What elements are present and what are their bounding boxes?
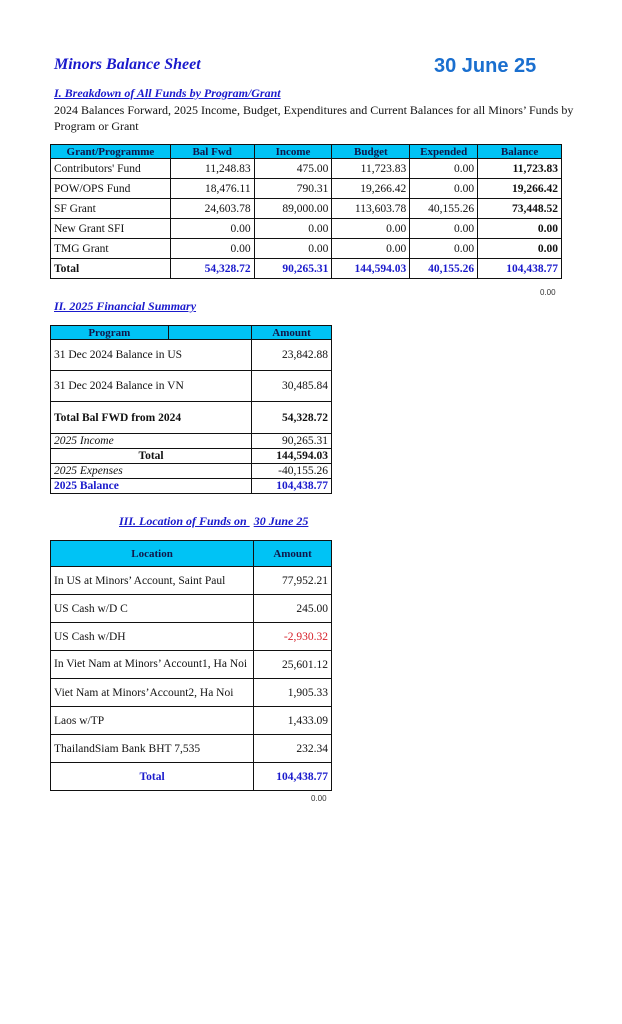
- budget: 11,723.83: [332, 159, 410, 179]
- expended: 40,155.26: [410, 199, 478, 219]
- table-row: [51, 239, 562, 259]
- section3-heading-prefix: III. Location of Funds on: [119, 514, 250, 528]
- location-name: US Cash w/DH: [51, 623, 254, 651]
- total-budget: 144,594.03: [332, 259, 410, 279]
- table-row: [51, 199, 562, 219]
- location-amount: 77,952.21: [254, 567, 332, 595]
- column-header: Expended: [410, 145, 478, 159]
- summary-label: 2025 Income: [51, 434, 252, 449]
- income: 790.31: [254, 179, 332, 199]
- summary-amount: 30,485.84: [252, 371, 332, 402]
- location-amount: -2,930.32: [254, 623, 332, 651]
- expended: 0.00: [410, 159, 478, 179]
- location-row: [51, 679, 332, 707]
- page-title: Minors Balance Sheet: [54, 56, 201, 73]
- location-row: [51, 651, 332, 679]
- budget: 0.00: [332, 239, 410, 259]
- location-row: [51, 595, 332, 623]
- section2-heading: II. 2025 Financial Summary: [54, 299, 197, 313]
- summary-amount: -40,155.26: [252, 464, 332, 479]
- location-name: Viet Nam at Minors’Account2, Ha Noi: [51, 679, 254, 707]
- location-of-funds-table: [50, 540, 332, 791]
- balance: 0.00: [478, 239, 562, 259]
- column-header: [168, 326, 252, 340]
- budget: 0.00: [332, 219, 410, 239]
- total-amount: 104,438.77: [254, 763, 332, 791]
- location-name: In Viet Nam at Minors’ Account1, Ha Noi: [51, 651, 254, 679]
- summary-amount: 144,594.03: [252, 449, 332, 464]
- funds-breakdown-table: [50, 144, 562, 279]
- summary-row: [51, 449, 332, 464]
- financial-summary-table: [50, 325, 332, 494]
- balance: 73,448.52: [478, 199, 562, 219]
- income: 89,000.00: [254, 199, 332, 219]
- location-row: [51, 707, 332, 735]
- grant-name: TMG Grant: [51, 239, 171, 259]
- summary-row: [51, 402, 332, 434]
- income: 0.00: [254, 219, 332, 239]
- summary-row: [51, 464, 332, 479]
- location-amount: 1,905.33: [254, 679, 332, 707]
- location-amount: 232.34: [254, 735, 332, 763]
- summary-row: [51, 479, 332, 494]
- grant-name: Contributors' Fund: [51, 159, 171, 179]
- total-balance: 104,438.77: [478, 259, 562, 279]
- summary-row: [51, 340, 332, 371]
- budget: 19,266.42: [332, 179, 410, 199]
- table-row: [51, 159, 562, 179]
- grant-name: New Grant SFI: [51, 219, 171, 239]
- bal-fwd: 0.00: [170, 239, 254, 259]
- bal-fwd: 11,248.83: [170, 159, 254, 179]
- section3-heading: [119, 514, 308, 529]
- total-label: Total: [51, 259, 171, 279]
- bal-fwd: 0.00: [170, 219, 254, 239]
- location-row: [51, 567, 332, 595]
- expended: 0.00: [410, 179, 478, 199]
- balance: 11,723.83: [478, 159, 562, 179]
- location-row: [51, 623, 332, 651]
- section1-heading: I. Breakdown of All Funds by Program/Grant: [54, 86, 281, 100]
- total-income: 90,265.31: [254, 259, 332, 279]
- income: 0.00: [254, 239, 332, 259]
- balance: 19,266.42: [478, 179, 562, 199]
- summary-row: [51, 434, 332, 449]
- column-header: Program: [51, 326, 169, 340]
- location-name: In US at Minors’ Account, Saint Paul: [51, 567, 254, 595]
- summary-label: 2025 Expenses: [51, 464, 252, 479]
- summary-amount: 23,842.88: [252, 340, 332, 371]
- table-row: [51, 219, 562, 239]
- section3-heading-date: 30 June 25: [253, 514, 309, 528]
- location-name: Laos w/TP: [51, 707, 254, 735]
- location-name: US Cash w/D C: [51, 595, 254, 623]
- column-header: Balance: [478, 145, 562, 159]
- total-row: [51, 763, 332, 791]
- income: 475.00: [254, 159, 332, 179]
- location-amount: 25,601.12: [254, 651, 332, 679]
- expended: 0.00: [410, 219, 478, 239]
- grant-name: SF Grant: [51, 199, 171, 219]
- summary-amount: 90,265.31: [252, 434, 332, 449]
- location-name: ThailandSiam Bank BHT 7,535: [51, 735, 254, 763]
- summary-label: 31 Dec 2024 Balance in US: [51, 340, 252, 371]
- column-header: Grant/Programme: [51, 145, 171, 159]
- column-header: Location: [51, 541, 254, 567]
- report-date: 30 June 25: [434, 55, 537, 77]
- bal-fwd: 24,603.78: [170, 199, 254, 219]
- location-row: [51, 735, 332, 763]
- location-amount: 1,433.09: [254, 707, 332, 735]
- budget: 113,603.78: [332, 199, 410, 219]
- summary-amount: 104,438.77: [252, 479, 332, 494]
- balance: 0.00: [478, 219, 562, 239]
- summary-label: 2025 Balance: [51, 479, 252, 494]
- summary-row: [51, 371, 332, 402]
- section3-check-value: 0.00: [311, 794, 327, 803]
- total-row: [51, 259, 562, 279]
- summary-label: Total: [51, 449, 252, 464]
- total-bal-fwd: 54,328.72: [170, 259, 254, 279]
- section1-check-value: 0.00: [540, 288, 556, 297]
- column-header: Income: [254, 145, 332, 159]
- total-expended: 40,155.26: [410, 259, 478, 279]
- location-amount: 245.00: [254, 595, 332, 623]
- summary-label: Total Bal FWD from 2024: [51, 402, 252, 434]
- summary-label: 31 Dec 2024 Balance in VN: [51, 371, 252, 402]
- summary-amount: 54,328.72: [252, 402, 332, 434]
- total-label: Total: [51, 763, 254, 791]
- expended: 0.00: [410, 239, 478, 259]
- column-header: Amount: [252, 326, 332, 340]
- section1-description: 2024 Balances Forward, 2025 Income, Budget, Expenditures and Current Balances for all Minors’ Funds by Program or Grant: [54, 103, 574, 133]
- grant-name: POW/OPS Fund: [51, 179, 171, 199]
- column-header: Bal Fwd: [170, 145, 254, 159]
- column-header: Amount: [254, 541, 332, 567]
- bal-fwd: 18,476.11: [170, 179, 254, 199]
- column-header: Budget: [332, 145, 410, 159]
- table-row: [51, 179, 562, 199]
